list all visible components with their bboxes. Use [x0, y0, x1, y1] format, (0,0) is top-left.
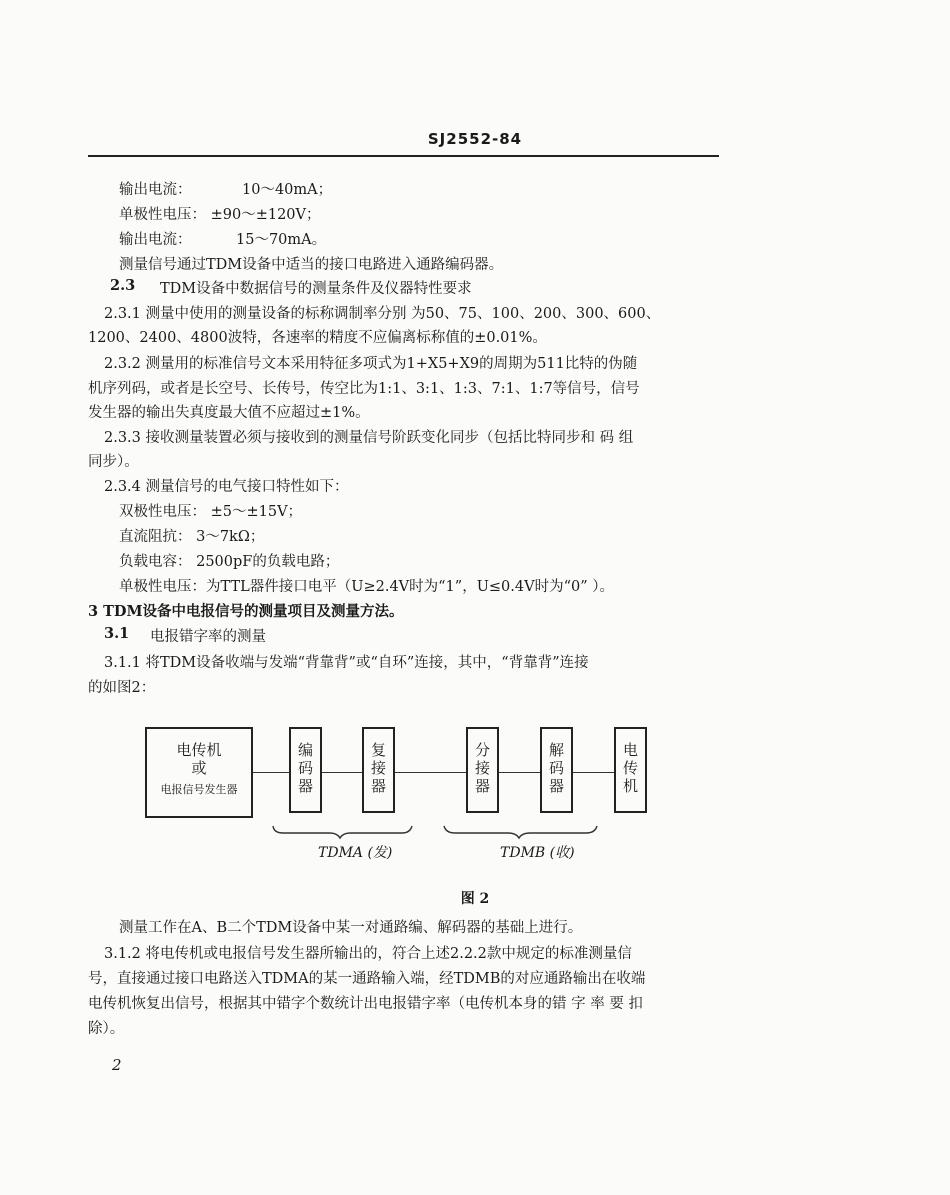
dc-impedance-line: 直流阻抗： 3～7kΩ； [119, 529, 265, 545]
output-current-value-1: 10～40mA； [242, 182, 333, 198]
para-3-1-2-line-3: 电传机恢复出信号，根据其中错字个数统计出电报错字率（电传机本身的错 字 率 要 扣 [88, 996, 643, 1012]
output-current-label-1: 输出电流： [119, 182, 192, 198]
source-line-2: 或 [191, 759, 207, 777]
output-current-label-2: 输出电流： [119, 232, 192, 248]
para-2-3-1-line-1: 2.3.1 测量中使用的测量设备的标称调制率分别 为50、75、100、200、300、600、 [104, 306, 661, 322]
tdm-a-label: TDMA (发) [318, 845, 393, 861]
section-3-title: 3 TDM设备中电报信号的测量项目及测量方法。 [88, 603, 404, 620]
ttl-level-line: 单极性电压：为TTL器件接口电平（U≥2.4V时为“1”，U≤0.4V时为“0” ）。 [119, 579, 615, 595]
mux-label: 复接器 [370, 741, 386, 795]
output-current-value-2: 15～70mA。 [236, 232, 327, 248]
para-2-3-2-line-2: 机序列码，或者是长空号、长传号，传空比为1:1、3:1、1:3、7:1、1:7等信号，信号 [88, 381, 640, 397]
after-figure-text: 测量工作在A、B二个TDM设备中某一对通路编、解码器的基础上进行。 [119, 920, 583, 936]
section-2-3-title: TDM设备中数据信号的测量条件及仪器特性要求 [160, 281, 472, 297]
document-code-header: SJ2552-84 [427, 130, 523, 148]
unipolar-voltage-line: 单极性电压： ±90～±120V； [119, 207, 321, 223]
demux-label: 分接器 [474, 741, 490, 795]
bipolar-voltage-line: 双极性电压： ±5～±15V； [119, 504, 303, 520]
decoder-label: 解码器 [548, 741, 564, 795]
para-2-3-3-line-1: 2.3.3 接收测量装置必须与接收到的测量信号阶跃变化同步（包括比特同步和 码 组 [104, 430, 634, 446]
figure-caption: 图 2 [460, 891, 490, 907]
encoder-label: 编码器 [297, 741, 313, 795]
brace-tdm-b [444, 826, 597, 838]
tdm-b-label: TDMB (收) [500, 845, 575, 861]
brace-tdm-a [273, 826, 412, 838]
section-2-3-number: 2.3 [110, 277, 136, 294]
section-3-1-title: 电报错字率的测量 [150, 629, 266, 645]
load-capacitance-line: 负载电容： 2500pF的负载电路； [119, 554, 340, 570]
para-3-1-1-line-1: 3.1.1 将TDM设备收端与发端“背靠背”或“自环”连接，其中，“背靠背”连接 [104, 655, 589, 671]
teleprinter-label: 电传机 [622, 741, 638, 795]
para-3-1-2-line-2: 号，直接通过接口电路送入TDMA的某一通路输入端，经TDMB的对应通路输出在收端 [88, 971, 646, 987]
para-2-3-3-line-2: 同步）。 [88, 454, 139, 470]
page-number: 2 [112, 1056, 122, 1074]
para-2-3-4: 2.3.4 测量信号的电气接口特性如下： [104, 479, 349, 495]
para-3-1-2-line-4: 除）。 [88, 1021, 125, 1037]
para-2-3-2-line-3: 发生器的输出失真度最大值不应超过±1%。 [88, 405, 370, 421]
source-line-3: 电报信号发生器 [160, 783, 238, 796]
para-2-3-1-line-2: 1200、2400、4800波特，各速率的精度不应偏离标称值的±0.01%。 [88, 330, 547, 346]
section-3-1-number: 3.1 [104, 625, 130, 642]
source-line-1: 电传机 [176, 741, 222, 759]
para-3-1-2-line-1: 3.1.2 将电传机或电报信号发生器所输出的，符合上述2.2.2款中规定的标准测量信 [104, 946, 632, 962]
para-3-1-1-line-2: 的如图2： [88, 680, 156, 696]
signal-path-text: 测量信号通过TDM设备中适当的接口电路进入通路编码器。 [119, 257, 504, 273]
para-2-3-2-line-1: 2.3.2 测量用的标准信号文本采用特征多项式为1+X5+X9的周期为511比特的伪随 [104, 356, 638, 372]
